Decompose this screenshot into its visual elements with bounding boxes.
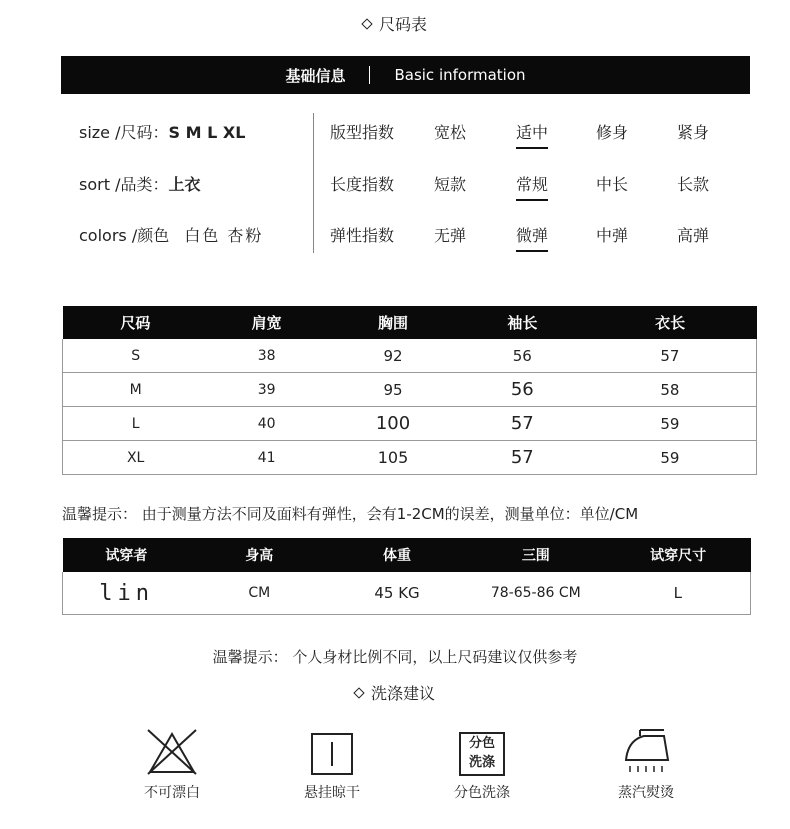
elasticity-option: 高弹	[677, 226, 710, 245]
cell: 105	[325, 441, 461, 475]
cell: 45 KG	[328, 572, 466, 615]
size-reference-tip: 温馨提示： 个人身材比例不同，以上尺码建议仅供参考	[212, 648, 578, 666]
length-option-selected: 常规	[516, 172, 548, 201]
cell: 57	[461, 407, 584, 441]
elasticity-index-label: 弹性指数	[330, 226, 395, 245]
header-tester: 试穿者	[63, 538, 191, 572]
length-option: 中长	[596, 175, 629, 194]
cell: 56	[461, 339, 584, 373]
fit-option: 紧身	[677, 123, 710, 142]
table-row	[63, 441, 757, 475]
sort-info: sort /品类：上衣	[79, 175, 201, 194]
basic-info-cn: 基础信息	[285, 66, 346, 85]
cell: 59	[584, 441, 757, 475]
basic-info-bar	[61, 56, 750, 94]
steam-iron-icon	[586, 728, 706, 776]
cell: XL	[63, 441, 209, 475]
icon-text: 分色	[468, 736, 495, 751]
cell: 41	[208, 441, 325, 475]
hang-dry-icon	[272, 728, 392, 776]
cell: S	[63, 339, 209, 373]
cell: 56	[461, 373, 584, 407]
cell: L	[606, 572, 751, 615]
care-label: 蒸汽熨烫	[618, 785, 674, 801]
fit-option-selected: 适中	[516, 120, 548, 149]
cell: 78-65-86 CM	[466, 572, 606, 615]
icon-text: 洗涤	[468, 755, 495, 770]
table-row	[63, 572, 751, 615]
info-divider	[313, 113, 314, 253]
cell: 59	[584, 407, 757, 441]
diamond-icon	[361, 18, 372, 29]
table-row	[63, 339, 757, 373]
header-sleeve: 袖长	[461, 306, 584, 339]
wash-title: 洗涤建议	[0, 681, 790, 704]
basic-info-en: Basic information	[394, 66, 526, 84]
diamond-icon	[353, 687, 364, 698]
measurement-tip: 温馨提示： 由于测量方法不同及面料有弹性，会有1-2CM的误差，测量单位：单位/CM	[62, 505, 639, 523]
table-row	[63, 407, 757, 441]
colors-info: colors /颜色 白色 杏粉	[79, 226, 264, 245]
header-weight: 体重	[328, 538, 466, 572]
cell: lin	[63, 572, 191, 615]
try-on-header	[63, 538, 751, 572]
separate-wash-icon	[422, 728, 542, 776]
elasticity-option-selected: 微弹	[516, 223, 548, 252]
care-no-bleach	[112, 728, 232, 802]
header-size: 尺码	[63, 306, 209, 339]
table-row	[63, 373, 757, 407]
cell: 40	[208, 407, 325, 441]
cell: 38	[208, 339, 325, 373]
cell: 57	[584, 339, 757, 373]
size-chart-title: 尺码表	[0, 12, 790, 35]
header-shoulder: 肩宽	[208, 306, 325, 339]
cell: L	[63, 407, 209, 441]
fit-option: 宽松	[434, 123, 467, 142]
size-info: size /尺码：S M L XL	[79, 123, 246, 142]
no-bleach-icon	[112, 728, 232, 776]
care-separate-wash	[422, 728, 542, 802]
cell: 95	[325, 373, 461, 407]
care-label: 不可漂白	[144, 785, 200, 801]
length-index-label: 长度指数	[330, 175, 395, 194]
size-table	[62, 306, 757, 475]
care-steam-iron	[586, 728, 706, 802]
care-label: 悬挂晾干	[304, 785, 360, 801]
fit-index-label: 版型指数	[330, 123, 395, 142]
header-height: 身高	[190, 538, 328, 572]
care-hang-dry	[272, 728, 392, 802]
cell: 100	[325, 407, 461, 441]
cell: 57	[461, 441, 584, 475]
cell: 58	[584, 373, 757, 407]
elasticity-option: 无弹	[434, 226, 467, 245]
fit-option: 修身	[596, 123, 629, 142]
header-measurements: 三围	[466, 538, 606, 572]
care-label: 分色洗涤	[454, 785, 510, 801]
elasticity-option: 中弹	[596, 226, 629, 245]
header-chest: 胸围	[325, 306, 461, 339]
cell: CM	[190, 572, 328, 615]
cell: M	[63, 373, 209, 407]
cell: 92	[325, 339, 461, 373]
header-try-size: 试穿尺寸	[606, 538, 751, 572]
divider	[369, 66, 370, 84]
header-length: 衣长	[584, 306, 757, 339]
size-table-header	[63, 306, 757, 339]
length-option: 短款	[434, 175, 467, 194]
length-option: 长款	[677, 175, 710, 194]
try-on-table	[62, 538, 751, 615]
cell: 39	[208, 373, 325, 407]
